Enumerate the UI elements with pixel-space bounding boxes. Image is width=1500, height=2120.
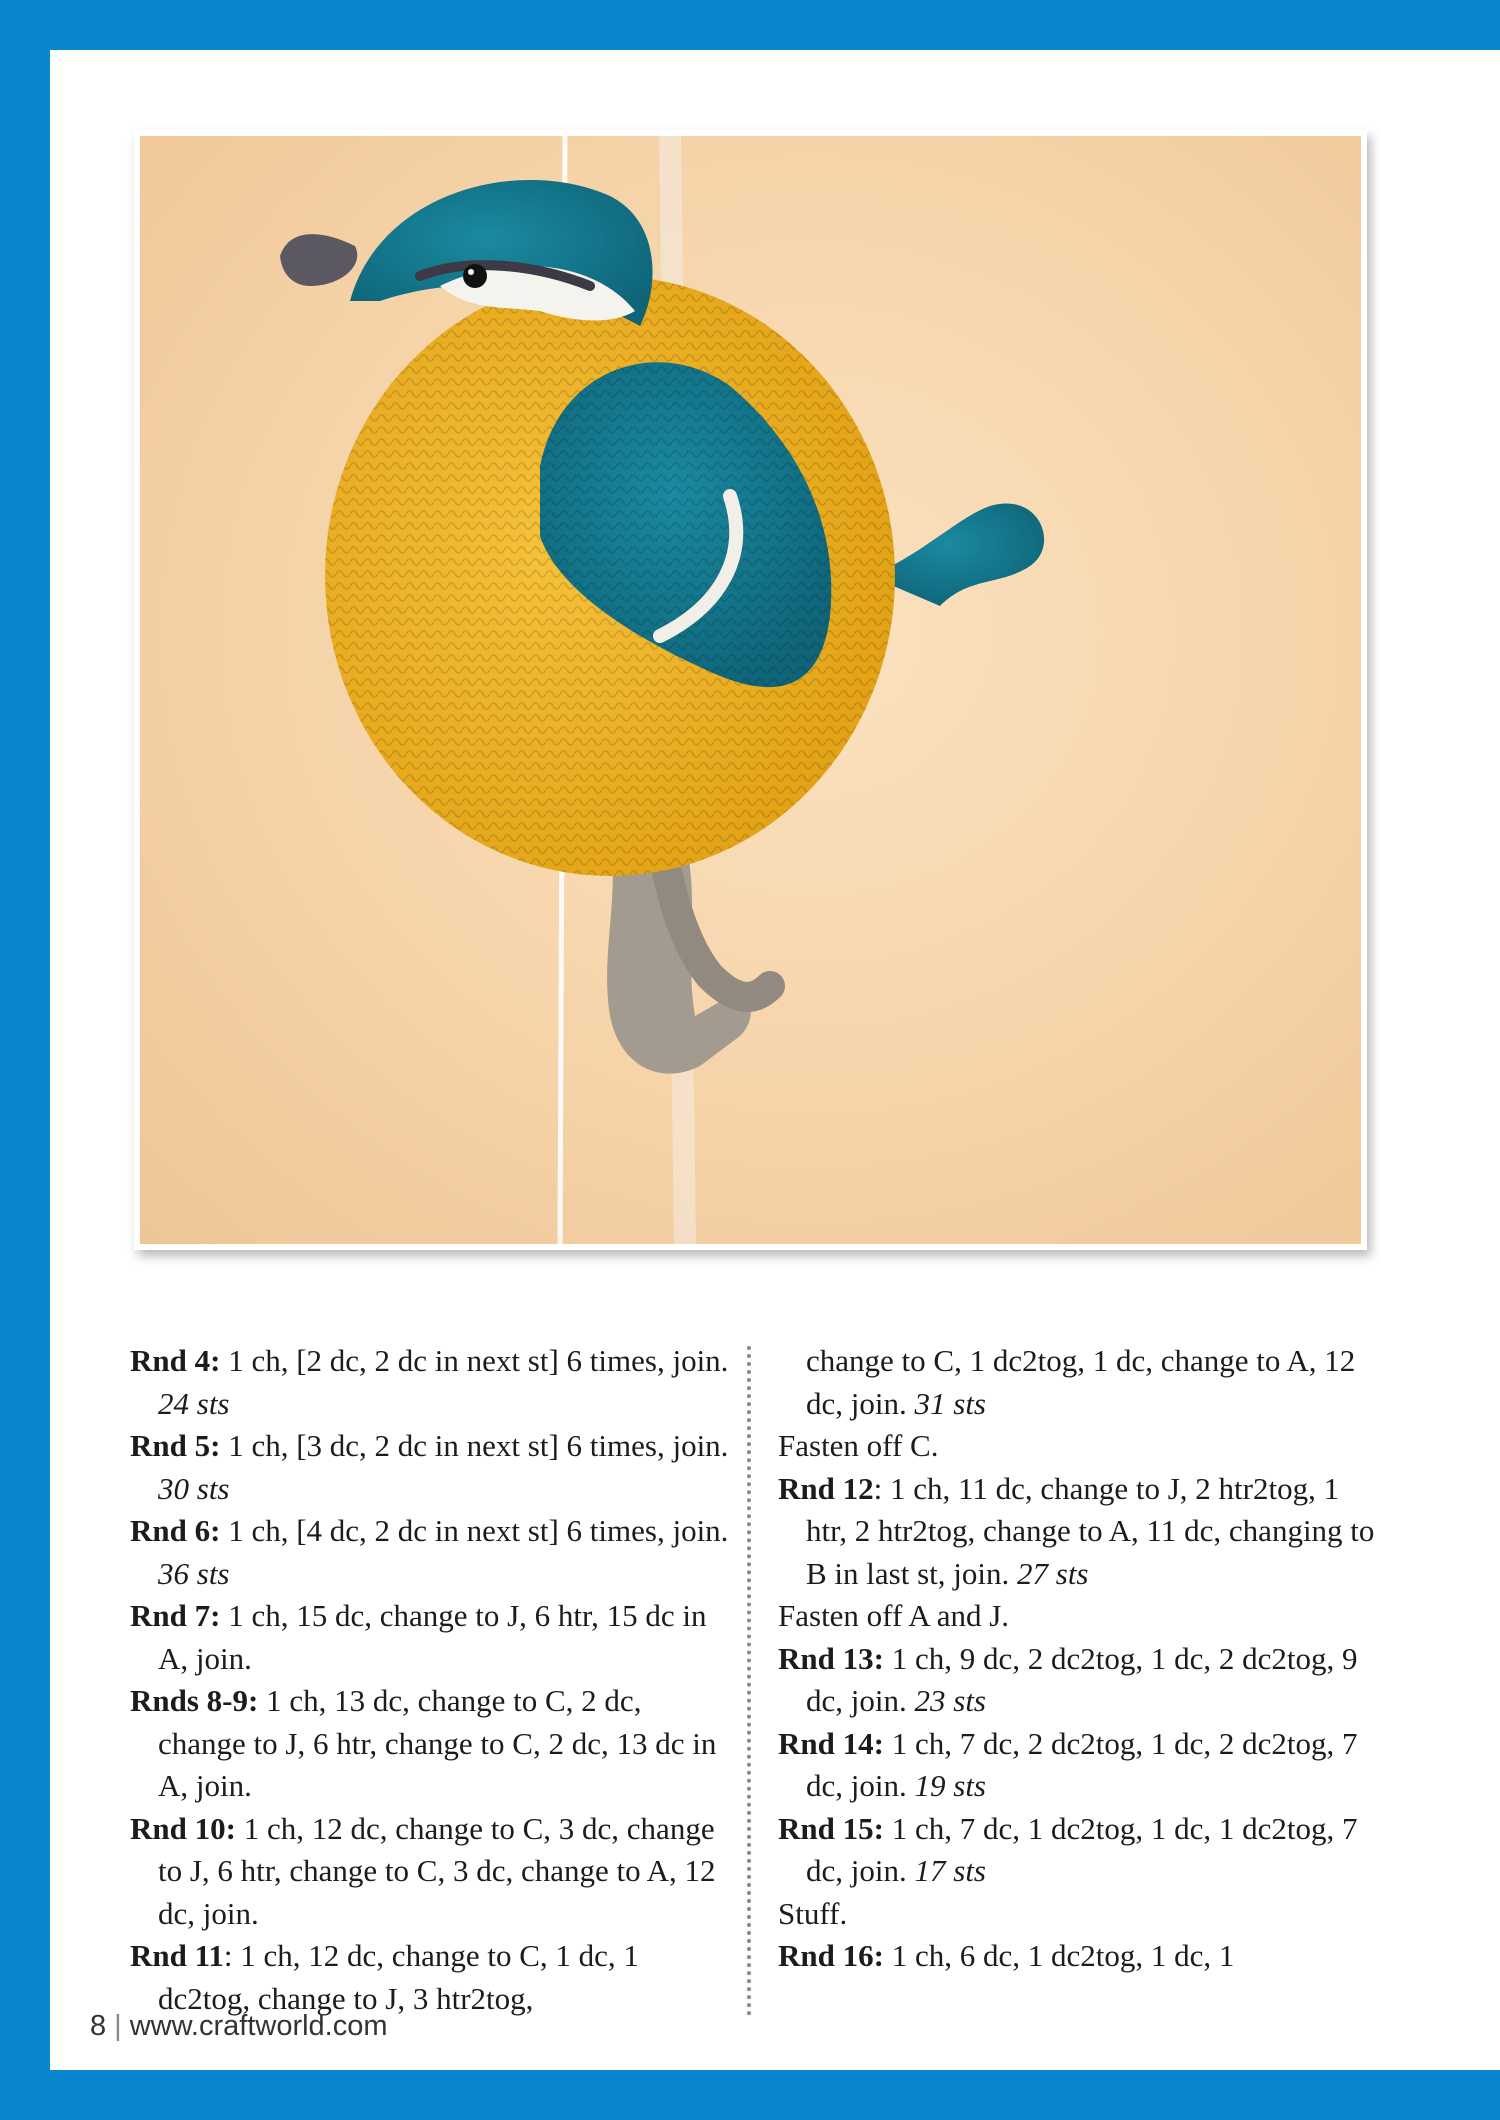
bird-illustration xyxy=(140,136,1361,1244)
pattern-instruction xyxy=(778,1808,1378,1893)
instruction-text: : 1 ch, 11 dc, change to J, 2 htr2tog, 1 htr, 2 htr2tog, change to A, 11 dc, changing to B in last st, join. xyxy=(806,1470,1375,1591)
pattern-instruction xyxy=(130,1340,730,1425)
instruction-text: 1 ch, 13 dc, change to C, 2 dc, change to J, 6 htr, change to C, 2 dc, 13 dc in A, join. xyxy=(158,1683,717,1803)
pattern-instruction xyxy=(130,1595,730,1680)
round-label: Rnd 10: xyxy=(130,1810,236,1846)
round-label: Rnd 6: xyxy=(130,1513,221,1548)
footer-separator: | xyxy=(114,2010,122,2042)
instruction-text: 1 ch, [4 dc, 2 dc in next st] 6 times, join. xyxy=(220,1513,729,1548)
round-label: Rnd 13: xyxy=(778,1640,884,1676)
round-label: Rnd 16: xyxy=(778,1938,884,1973)
website-link[interactable]: www.craftworld.com xyxy=(129,2010,388,2042)
pattern-instruction xyxy=(778,1893,1378,1936)
instruction-text: 1 ch, 12 dc, change to C, 3 dc, change to J, 6 htr, change to C, 3 dc, change to A, 12 dc, join. xyxy=(158,1810,716,1931)
stitch-count: 24 sts xyxy=(158,1385,230,1421)
stitch-count: 19 sts xyxy=(914,1768,986,1803)
pattern-instruction xyxy=(778,1468,1378,1596)
round-label: Rnd 4: xyxy=(130,1343,221,1378)
page-footer xyxy=(90,2010,388,2043)
stitch-count: 17 sts xyxy=(914,1853,986,1888)
instruction-text: 1 ch, 7 dc, 1 dc2tog, 1 dc, 1 dc2tog, 7 dc, join. xyxy=(806,1810,1358,1888)
pattern-instruction xyxy=(778,1425,1378,1468)
instruction-text: 1 ch, 7 dc, 2 dc2tog, 1 dc, 2 dc2tog, 7 dc, join. xyxy=(806,1725,1358,1803)
pattern-instruction xyxy=(130,1808,730,1936)
pattern-instruction xyxy=(130,1425,730,1510)
round-label: Rnds 8-9: xyxy=(130,1683,259,1718)
column-divider xyxy=(747,1346,751,2016)
instruction-text: Fasten off C. xyxy=(778,1428,939,1463)
stitch-count: 36 sts xyxy=(158,1555,230,1591)
pattern-instruction xyxy=(778,1935,1378,1978)
pattern-instruction xyxy=(778,1595,1378,1638)
stitch-count: 31 sts xyxy=(914,1385,986,1421)
round-label: Rnd 15: xyxy=(778,1810,884,1846)
instruction-text: 1 ch, [2 dc, 2 dc in next st] 6 times, join. xyxy=(220,1343,729,1378)
stitch-count: 23 sts xyxy=(914,1683,986,1718)
round-label: Rnd 7: xyxy=(130,1598,221,1633)
instruction-text: 1 ch, 9 dc, 2 dc2tog, 1 dc, 2 dc2tog, 9 dc, join. xyxy=(806,1640,1358,1718)
page-number: 8 xyxy=(90,2010,107,2042)
instruction-text: change to C, 1 dc2tog, 1 dc, change to A, 12 dc, join. xyxy=(806,1343,1356,1421)
pattern-column-right xyxy=(778,1340,1378,1978)
crocheted-blue-tit-photo xyxy=(140,136,1361,1244)
pattern-column-left xyxy=(130,1340,730,2020)
pattern-instruction xyxy=(130,1935,730,2020)
photo-frame xyxy=(134,130,1367,1250)
round-label: Rnd 14: xyxy=(778,1725,884,1761)
instruction-text: : 1 ch, 12 dc, change to C, 1 dc, 1 dc2tog, change to J, 3 htr2tog, xyxy=(158,1938,639,2016)
pattern-instruction xyxy=(130,1680,730,1808)
stitch-count: 30 sts xyxy=(158,1470,230,1506)
pattern-instruction xyxy=(778,1723,1378,1808)
round-label: Rnd 5: xyxy=(130,1428,221,1463)
round-label: Rnd 12 xyxy=(778,1470,874,1506)
pattern-instruction xyxy=(130,1510,730,1595)
round-label: Rnd 11 xyxy=(130,1938,224,1973)
instruction-text: 1 ch, 6 dc, 1 dc2tog, 1 dc, 1 xyxy=(883,1938,1235,1973)
instruction-text: 1 ch, [3 dc, 2 dc in next st] 6 times, join. xyxy=(220,1428,729,1463)
pattern-instruction xyxy=(778,1638,1378,1723)
stitch-count: 27 sts xyxy=(1017,1555,1089,1591)
instruction-text: Fasten off A and J. xyxy=(778,1598,1010,1633)
pattern-instruction xyxy=(778,1340,1378,1425)
instruction-text: 1 ch, 15 dc, change to J, 6 htr, 15 dc in A, join. xyxy=(158,1598,707,1676)
magazine-page xyxy=(50,50,1500,2070)
instruction-text: Stuff. xyxy=(778,1895,848,1931)
